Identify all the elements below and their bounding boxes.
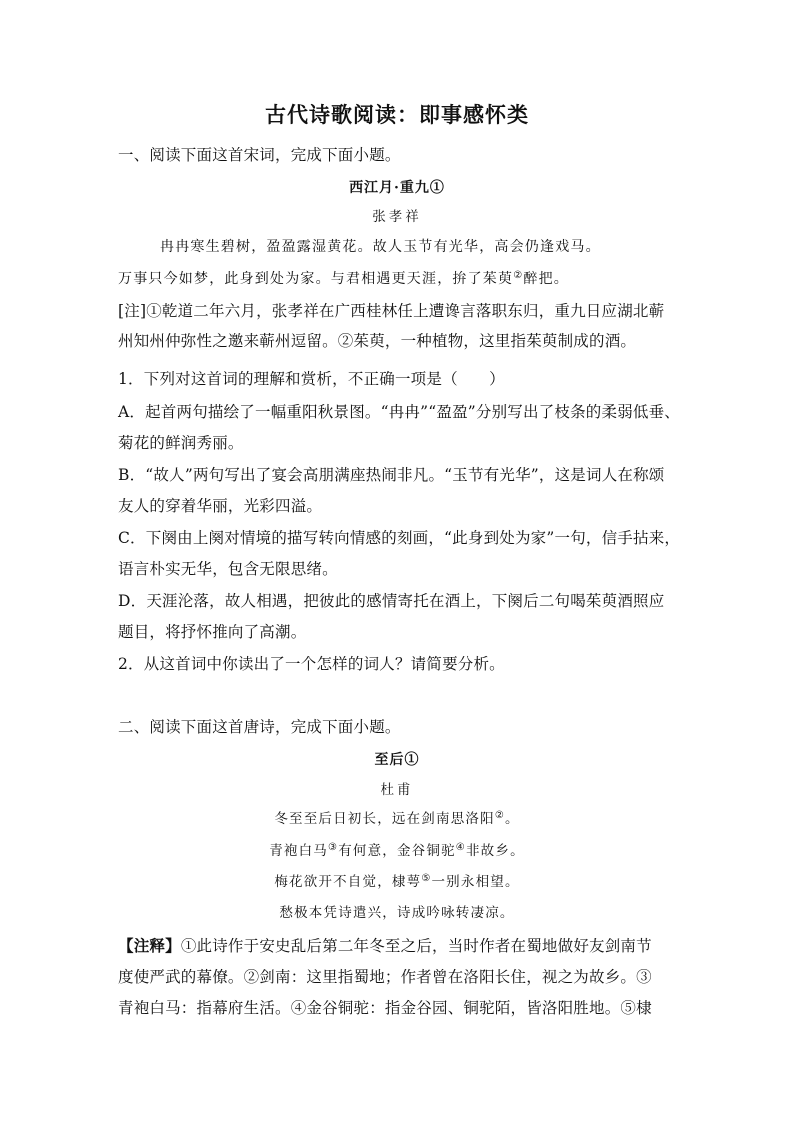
option-c-line-2: 语言朴实无华，包含无限思绪。 (118, 560, 338, 578)
question-2: 2．从这首词中你读出了一个怎样的词人？请简要分析。 (118, 655, 505, 673)
poem2-note-line-3: 青袍白马：指幕府生活。④金谷铜驼：指金谷园、铜驼陌，皆洛阳胜地。⑤棣 (118, 999, 652, 1017)
poem2-line-2-text-a: 青袍白马 (269, 843, 329, 859)
poem1-verse-2-part-a: 万事只今如梦，此身到处为家。与君相遇更天涯，拚了茱萸 (118, 271, 514, 287)
poem2-line-2 (0, 840, 794, 864)
footnote-mark: ② (513, 270, 524, 281)
option-a-line-2: 菊花的鲜润秀丽。 (118, 434, 244, 452)
option-d-line-2: 题目，将抒怀推向了高潮。 (118, 623, 307, 641)
poem2-line-2-text-b: 有何意，金谷铜驼 (338, 843, 456, 859)
poem2-note-line-1 (118, 935, 686, 957)
poem1-author: 张孝祥 (372, 209, 422, 225)
poem1-verse-2-part-b: 醉把。 (523, 271, 569, 287)
poem1-verse-2 (118, 268, 686, 292)
option-c-line-1: C．下阕由上阕对情境的描写转向情感的刻画，“此身到处为家”一句，信手拈来， (118, 529, 681, 547)
note-text: ①此诗作于安史乱后第二年冬至之后，当时作者在蜀地做好友剑南节 (180, 937, 652, 955)
option-d-line-1: D．天涯沦落，故人相遇，把彼此的感情寄托在酒上，下阕后二句喝茱萸酒照应 (118, 592, 665, 610)
section1-heading: 一、阅读下面这首宋词，完成下面小题。 (118, 146, 401, 164)
footnote-mark: ⑤ (421, 873, 432, 884)
poem1-verse-1: 冉冉寒生碧树，盈盈露湿黄花。故人玉节有光华，高会仍逢戏马。 (160, 239, 601, 255)
poem2-line-3-text-a: 梅花欲开不自觉，棣萼 (274, 874, 422, 890)
poem2-line-1-text: 冬至至后日初长，远在剑南思洛阳 (274, 811, 495, 827)
poem2-line-3-text-b: 一别永相望。 (431, 874, 520, 890)
poem2-line-2-text-c: 非故乡。 (465, 843, 525, 859)
poem1-note-line-2: 州知州仲弥性之邀来蕲州逗留。②茱萸，一种植物，这里指茱萸制成的酒。 (118, 332, 637, 350)
footnote-mark: ④ (455, 842, 466, 853)
poem2-line-3 (0, 871, 794, 895)
poem2-title: 至后① (374, 752, 420, 768)
note-label: 【注释】 (118, 936, 181, 955)
option-b-line-2: 友人的穿着华丽，光彩四溢。 (118, 497, 323, 515)
poem2-line-4: 愁极本凭诗遣兴，诗成吟咏转凄凉。 (279, 905, 515, 921)
poem1-title: 西江月·重九① (349, 180, 445, 196)
section2-heading: 二、阅读下面这首唐诗，完成下面小题。 (118, 718, 401, 736)
option-b-line-1: B．“故人”两句写出了宴会高朋满座热闹非凡。“玉节有光华”，这是词人在称颂 (118, 466, 665, 484)
poem2-author: 杜甫 (380, 782, 414, 798)
poem2-line-1-end: 。 (504, 811, 520, 827)
poem2-note-line-2: 度使严武的幕僚。②剑南：这里指蜀地；作者曾在洛阳长住，视之为故乡。③ (118, 968, 652, 986)
question-1: 1．下列对这首词的理解和赏析，不正确一项是（ ） (118, 370, 505, 388)
footnote-mark: ③ (328, 842, 339, 853)
poem1-note-line-1: [注]①乾道二年六月，张孝祥在广西桂林任上遭谗言落职东归，重九日应湖北蕲 (118, 302, 665, 320)
page-title: 古代诗歌阅读：即事感怀类 (265, 102, 529, 127)
footnote-mark: ② (494, 810, 505, 821)
option-a-line-1: A．起首两句描绘了一幅重阳秋景图。“冉冉”“盈盈”分别写出了枝条的柔弱低垂、 (118, 403, 680, 421)
poem2-line-1 (0, 808, 794, 832)
